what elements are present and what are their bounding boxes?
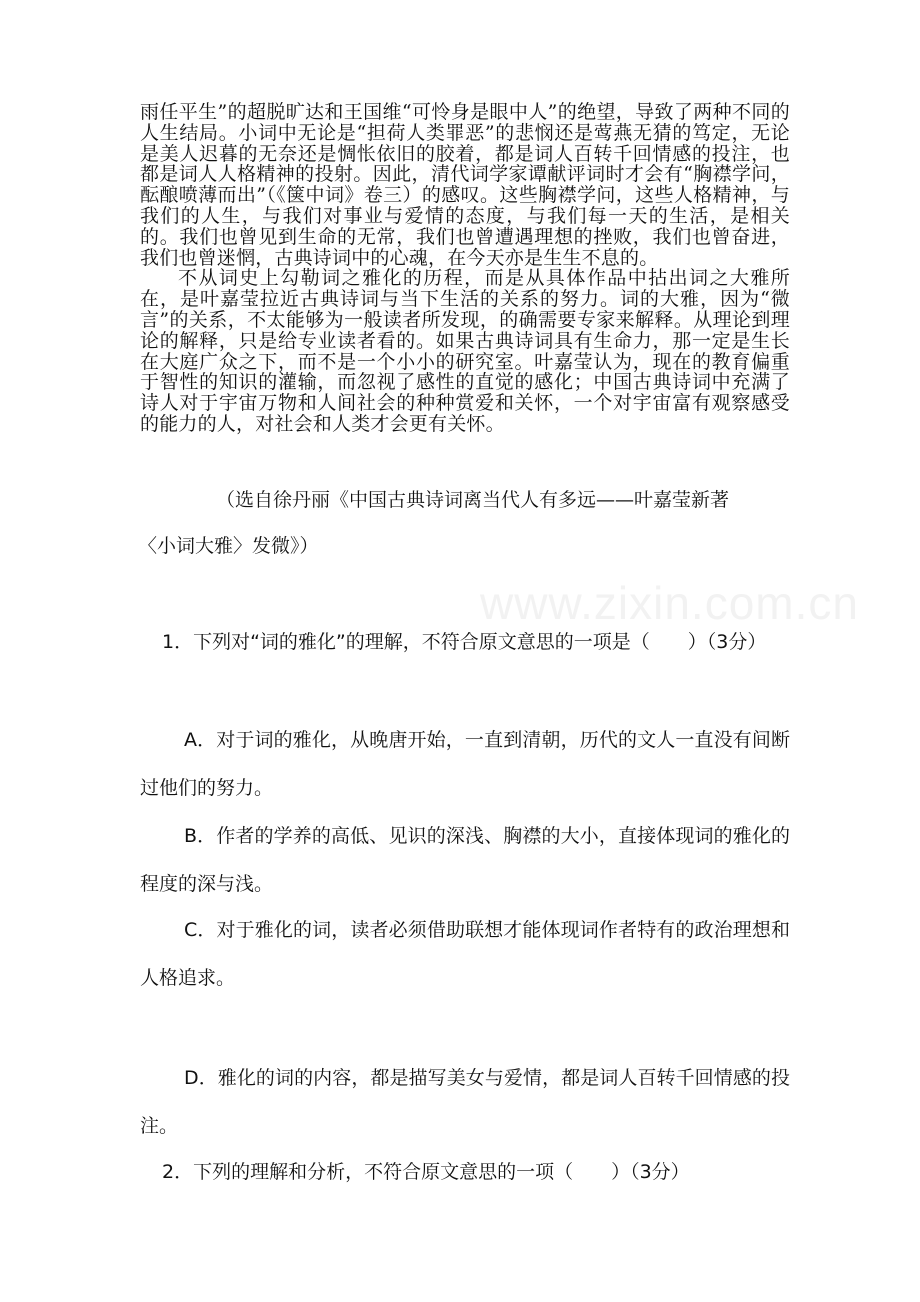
question-1-stem: 1．下列对“词的雅化”的理解，不符合原文意思的一项是（ ）（3分） (162, 631, 767, 653)
source-citation-line-2: 〈小词大雅〉发微》） (138, 535, 319, 557)
option-d-text: D．雅化的词的内容，都是描写美女与爱情，都是词人百转千回情感的投注。 (140, 1067, 790, 1137)
option-c-text: C．对于雅化的词，读者必须借助联想才能体现词作者特有的政治理想和人格追求。 (140, 919, 790, 989)
watermark: www.zixin.com.cn (480, 577, 859, 629)
question-2-stem: 2．下列的理解和分析，不符合原文意思的一项（ ）（3分） (162, 1161, 690, 1183)
question-1 (140, 618, 790, 666)
question-1-option-d (140, 1054, 790, 1150)
option-a-text: A．对于词的雅化，从晚唐开始，一直到清朝，历代的文人一直没有间断过他们的努力。 (140, 729, 790, 799)
passage-paragraph-2: 不从词史上勾勒词之雅化的历程，而是从具体作品中拈出词之大雅所在，是叶嘉莹拉近古典诗词与当下生活的关系的努力。词的大雅，因为“微言”的关系，不太能够为一般读者所发现，的确需要专家来解释。从理论到理论的解释，只是给专业读者看的。如果古典诗词具有生命力，那一定是生长在大庭广众之下，而不是一个小小的研究室。叶嘉莹认为，现在的教育偏重于智性的知识的灌输，而忽视了感性的直觉的感化；中国古典诗词中充满了诗人对于宇宙万物和人间社会的种种赏爱和关怀，一个对宇宙富有观察感受的能力的人，对社会和人类才会更有关怀。 (140, 267, 790, 435)
question-2 (140, 1148, 790, 1196)
question-1-option-a (140, 716, 790, 812)
question-1-option-b (140, 812, 790, 908)
reading-passage (140, 102, 790, 435)
option-b-text: B．作者的学养的高低、见识的深浅、胸襟的大小，直接体现词的雅化的程度的深与浅。 (140, 825, 790, 895)
source-citation-line-1: （选自徐丹丽《中国古典诗词离当代人有多远——叶嘉莹新著 (216, 489, 730, 511)
passage-paragraph-1: 雨任平生”的超脱旷达和王国维“可怜身是眼中人”的绝望，导致了两种不同的人生结局。小词中无论是“担荷人类罪恶”的悲悯还是莺燕无猜的笃定，无论是美人迟暮的无奈还是惆怅依旧的胶着，都是词人百转千回情感的投注，也都是词人人格精神的投射。因此，清代词学家谭献评词时才会有“胸襟学问，酝酿喷薄而出”（《箧中词》卷三）的感叹。这些胸襟学问，这些人格精神，与我们的人生，与我们对事业与爱情的态度，与我们每一天的生活，是相关的。我们也曾见到生命的无常，我们也曾遭遇理想的挫败，我们也曾奋进，我们也曾迷惘，古典诗词中的心魂，在今天亦是生生不息的。 (140, 101, 790, 269)
question-1-option-c (140, 906, 790, 1002)
